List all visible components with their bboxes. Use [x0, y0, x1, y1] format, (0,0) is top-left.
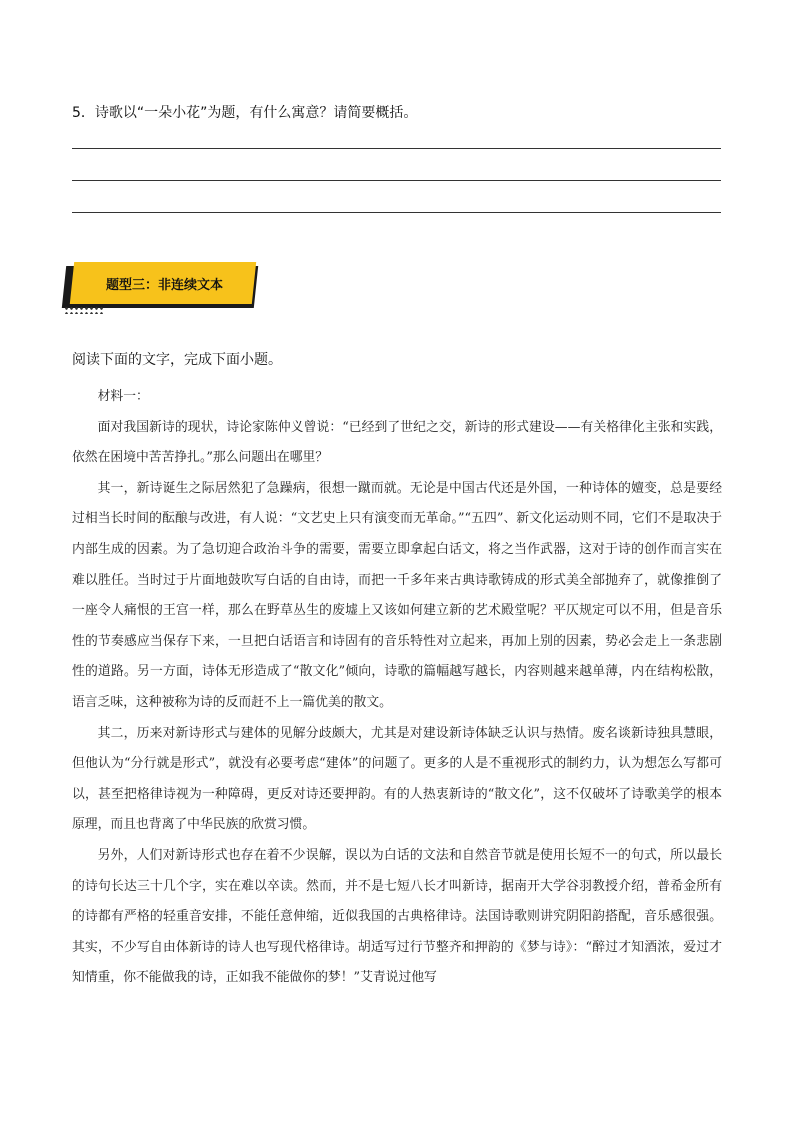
answer-line-3[interactable] [72, 212, 721, 213]
material-paragraph: 另外，人们对新诗形式也存在着不少误解，误以为白话的文法和自然音节就是使用长短不一的句式，所以最长的诗句长达三十几个字，实在难以卒读。然而，并不是七短八长才叫新诗，据南开大学谷羽教授介绍，普希金所有的诗都有严格的轻重音安排，不能任意伸缩，近似我国的古典格律诗。法国诗歌则讲究阴阳韵搭配，音乐感很强。其实，不少写自由体新诗的诗人也写现代格律诗。胡适写过行节整齐和押韵的《梦与诗》：“醉过才知酒浓，爱过才知情重，你不能做我的诗，正如我不能做你的梦！”艾青说过他写 [72, 847, 722, 986]
question-5: 5．诗歌以“一朵小花”为题，有什么寓意？请简要概括。 [72, 105, 418, 121]
answer-line-2[interactable] [72, 180, 721, 181]
reading-instruction: 阅读下面的文字，完成下面小题。 [72, 352, 282, 368]
material-label: 材料一： [97, 389, 149, 404]
material-paragraph: 其一，新诗诞生之际居然犯了急躁病，很想一蹴而就。无论是中国古代还是外国，一种诗体的嬗变，总是要经过相当长时间的酝酿与改进，有人说：“文艺史上只有演变而无革命。”“五四”、新文化运动则不同，它们不是取决于内部生成的因素。为了急切迎合政治斗争的需要，需要立即拿起白话文，将之当作武器，这对于诗的创作而言实在难以胜任。当时过于片面地鼓吹写白话的自由诗，而把一千多年来古典诗歌铸成的形式美全部抛弃了，就像推倒了一座令人痛恨的王宫一样，那么在野草丛生的废墟上又该如何建立新的艺术殿堂呢？平仄规定可以不用，但是音乐性的节奏感应当保存下来，一旦把白话语言和诗固有的音乐特性对立起来，再加上别的因素，势必会走上一条悲剧性的道路。另一方面，诗体无形造成了“散文化”倾向，诗歌的篇幅越写越长，内容则越来越单薄，内在结构松散，语言乏味，这种被称为诗的反而赶不上一篇优美的散文。 [72, 480, 722, 710]
section-header-banner [64, 262, 264, 314]
material-one-text [72, 382, 722, 994]
material-paragraph: 面对我国新诗的现状，诗论家陈仲义曾说：“已经到了世纪之交，新诗的形式建设——有关格律化主张和实践，依然在困境中苦苦挣扎。”那么问题出在哪里？ [72, 419, 722, 466]
answer-line-1[interactable] [72, 148, 721, 149]
banner-dots-decoration [64, 306, 104, 314]
material-paragraph: 其二，历来对新诗形式与建体的见解分歧颇大，尤其是对建设新诗体缺乏认识与热情。废名谈新诗独具慧眼，但他认为“分行就是形式”，就没有必要考虑“建体”的问题了。更多的人是不重视形式的制约力，认为想怎么写都可以，甚至把格律诗视为一种障碍，更反对诗还要押韵。有的人热衷新诗的“散文化”，这不仅破坏了诗歌美学的根本原理，而且也背离了中华民族的欣赏习惯。 [72, 725, 722, 833]
section-title: 题型三：非连续文本 [106, 278, 224, 293]
